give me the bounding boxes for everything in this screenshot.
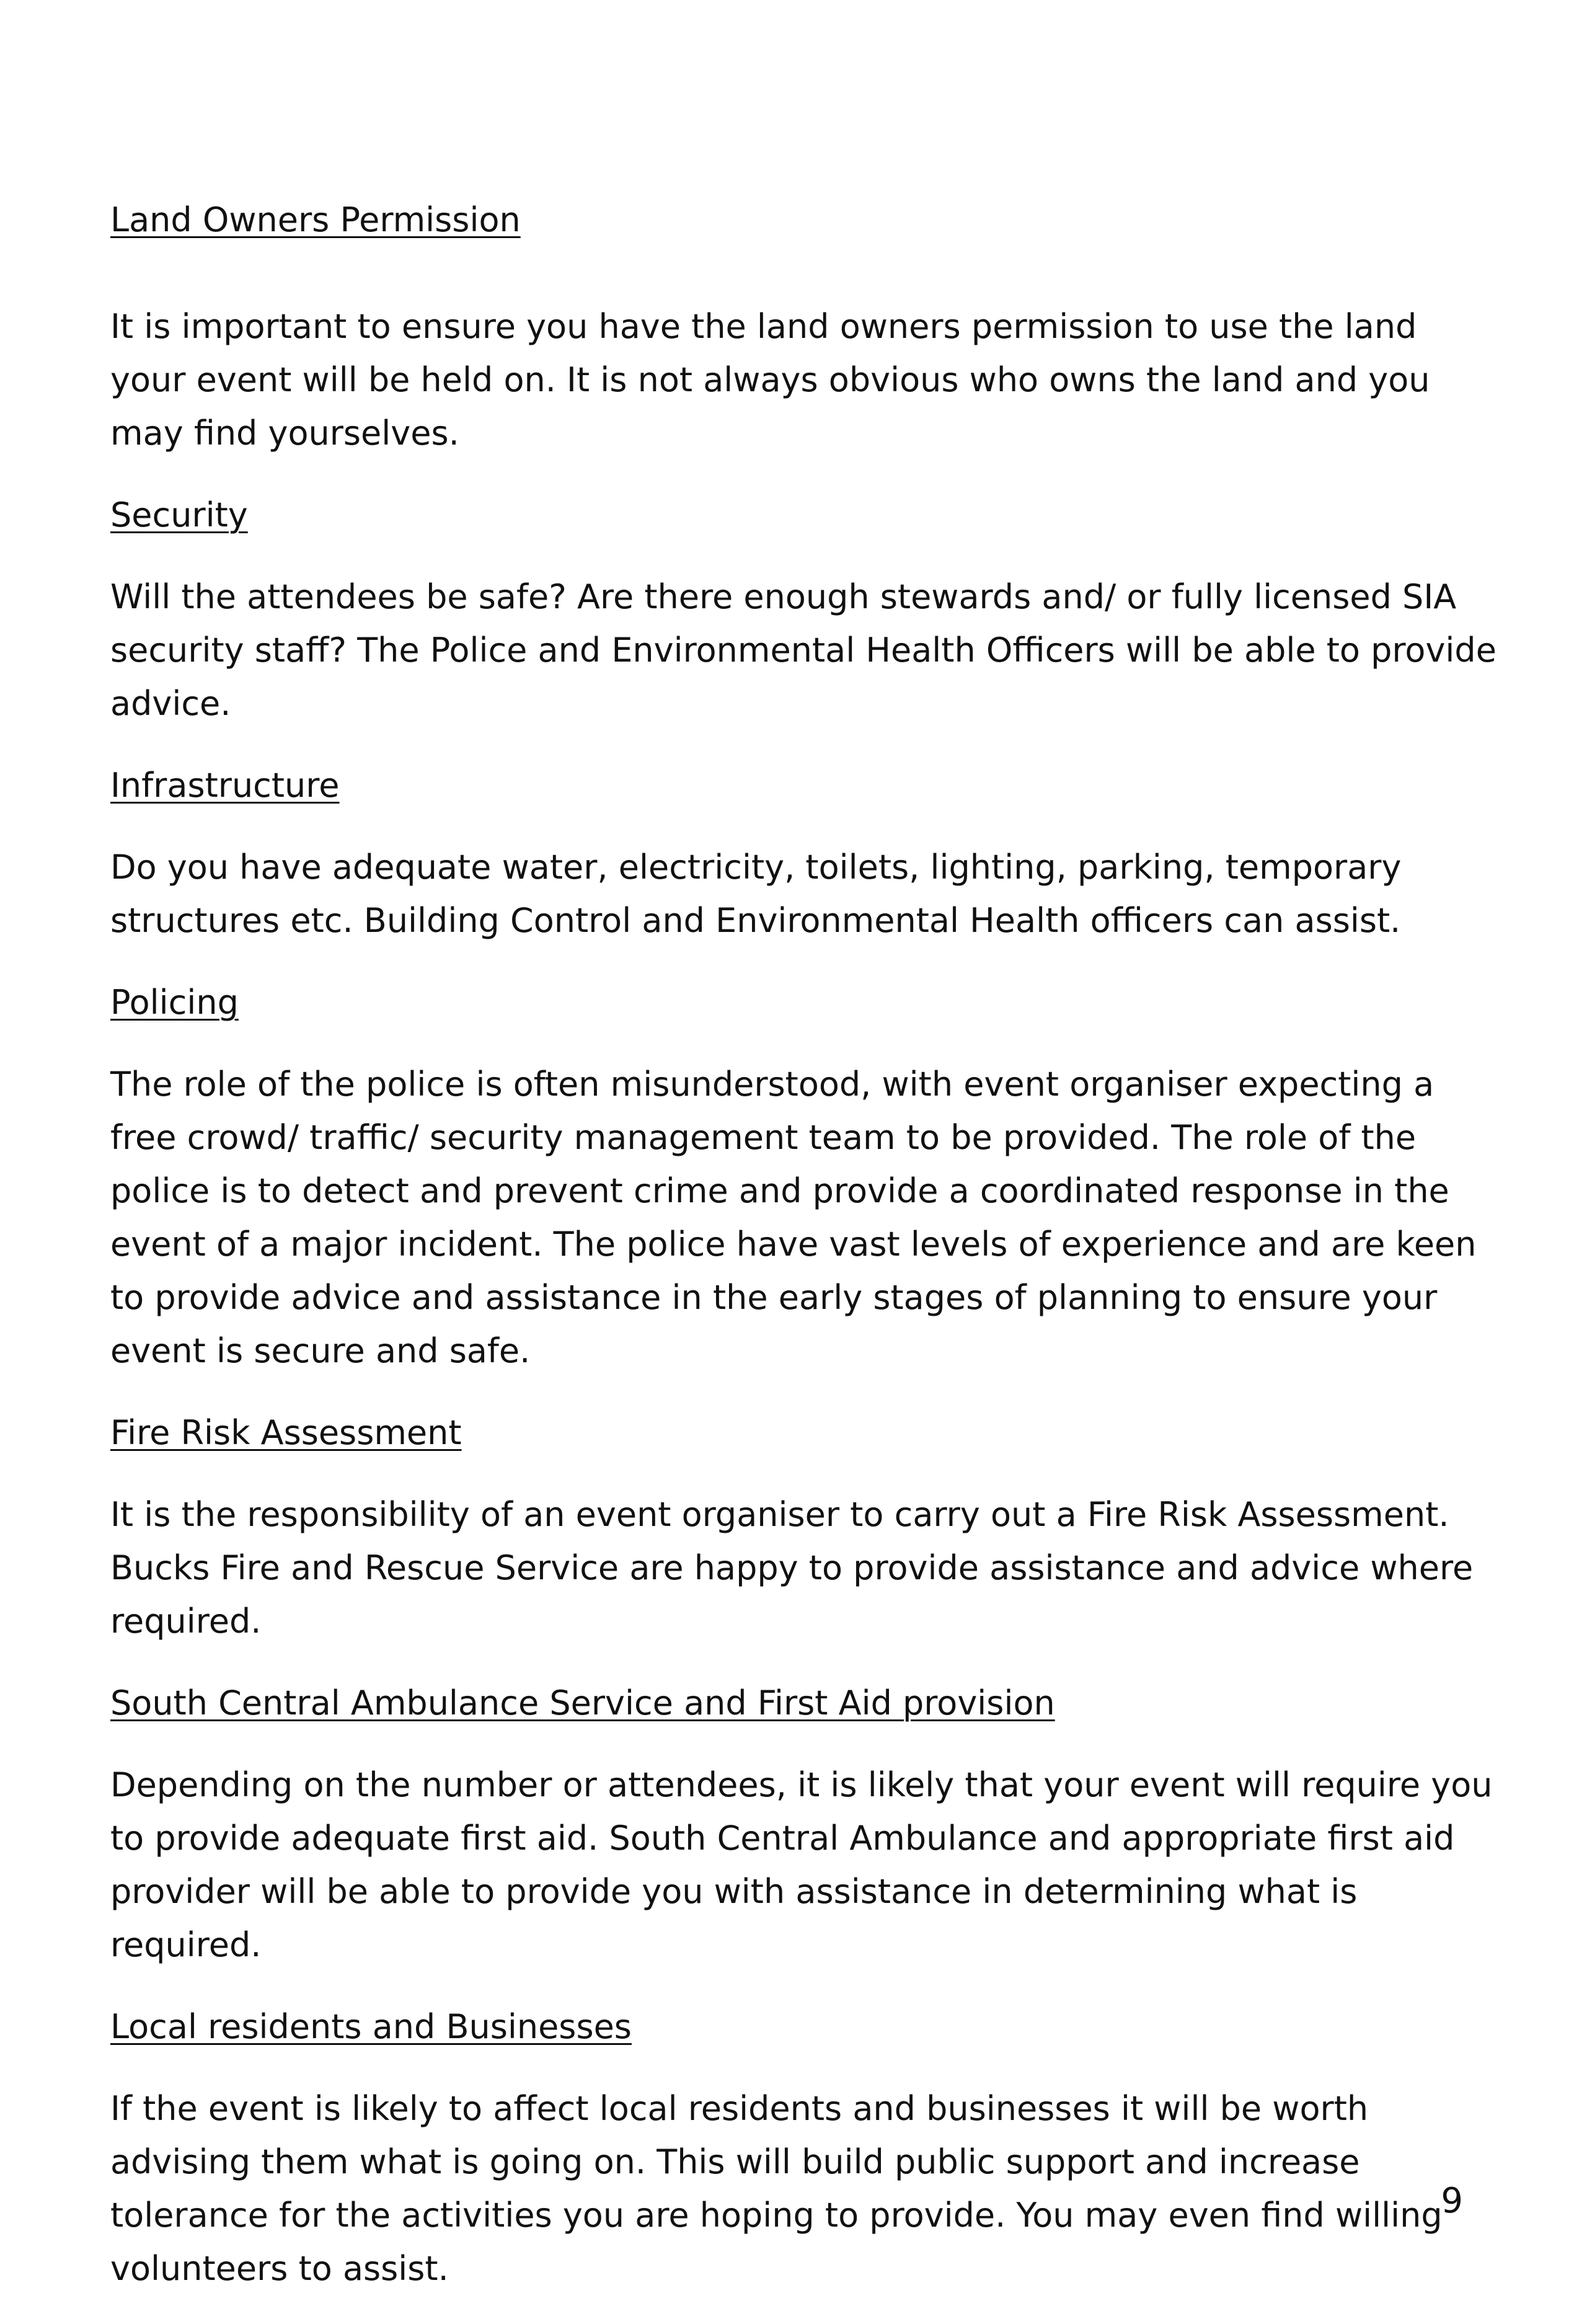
- section-paragraph: Do you have adequate water, electricity, toilets, lighting, parking, temporary structures etc. Building Control and Environmental Health officers can assist.: [110, 848, 1402, 940]
- section-land-owners-permission: [110, 193, 1499, 460]
- section-heading: Land Owners Permission: [110, 200, 521, 239]
- section-paragraph: It is important to ensure you have the land owners permission to use the land your event will be held on. It is not always obvious who owns the land and you may find yourselves.: [110, 307, 1430, 453]
- section-paragraph: It is the responsibility of an event organiser to carry out a Fire Risk Assessment. Bucks Fire and Rescue Service are happy to provide assistance and advice where required.: [110, 1495, 1474, 1641]
- section-heading: Infrastructure: [110, 766, 340, 805]
- section-local-residents-businesses: [110, 2000, 1499, 2295]
- section-heading: South Central Ambulance Service and First Aid provision: [110, 1683, 1055, 1723]
- section-ambulance-first-aid: [110, 1677, 1499, 1972]
- section-heading: Security: [110, 495, 248, 534]
- section-heading: Fire Risk Assessment: [110, 1413, 462, 1452]
- section-paragraph: Depending on the number or attendees, it is likely that your event will require you to provide adequate first aid. South Central Ambulance and appropriate first aid provider will be able to provide you with assistance in determining what is required.: [110, 1765, 1493, 1964]
- section-infrastructure: [110, 759, 1499, 947]
- section-paragraph: Will the attendees be safe? Are there enough stewards and/ or fully licensed SIA security staff? The Police and Environmental Health Officers will be able to provide advice.: [110, 577, 1496, 723]
- section-security: [110, 489, 1499, 730]
- page-number: 9: [1441, 2181, 1463, 2221]
- section-policing: [110, 976, 1499, 1378]
- page-content: [110, 193, 1499, 2324]
- section-fire-risk-assessment: [110, 1406, 1499, 1648]
- section-heading: Local residents and Businesses: [110, 2007, 632, 2046]
- section-paragraph: If the event is likely to affect local residents and businesses it will be worth advising them what is going on. This will build public support and increase tolerance for the activities you are hoping to provide. You may even find willing volunteers to assist.: [110, 2089, 1443, 2288]
- section-heading: Policing: [110, 983, 239, 1022]
- section-paragraph: The role of the police is often misunderstood, with event organiser expecting a free crowd/ traffic/ security management team to be provided. The role of the police is to detect and prevent crime and provide a coordinated response in the event of a major incident. The police have vast levels of experience and are keen to provide advice and assistance in the early stages of planning to ensure your event is secure and safe.: [110, 1065, 1477, 1370]
